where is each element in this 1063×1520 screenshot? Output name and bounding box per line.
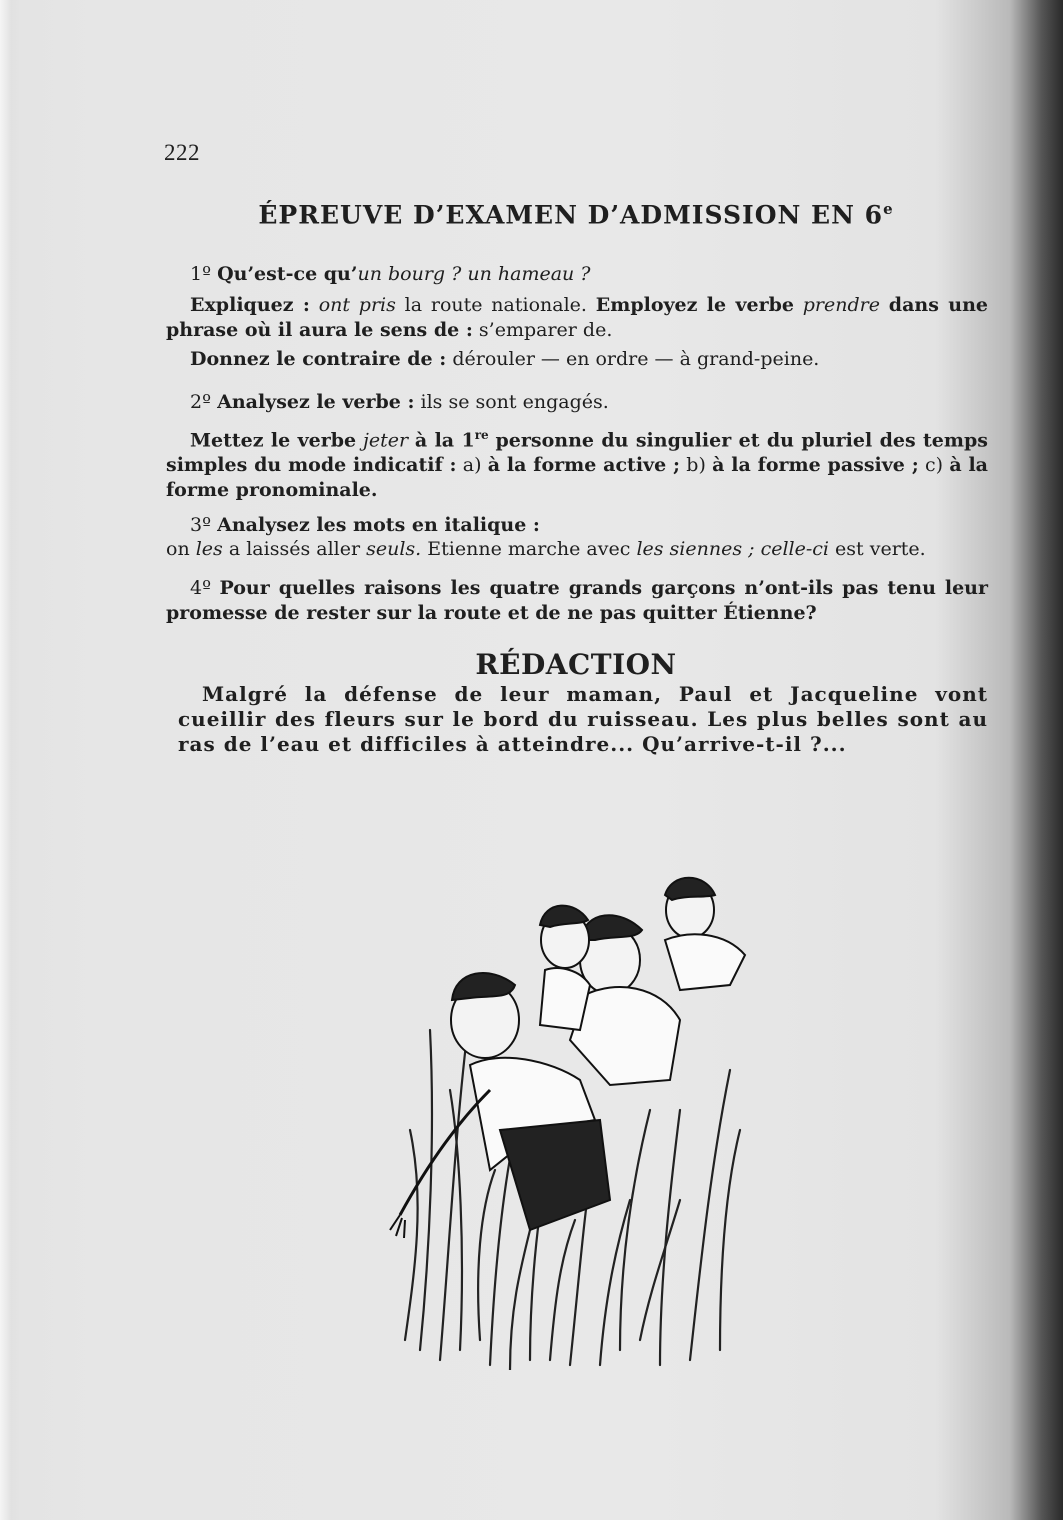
q3-b-italic3: les siennes ; xyxy=(636,538,755,560)
q2-b-text3: c) xyxy=(924,454,944,477)
q2-b-bold: Mettez le verbe xyxy=(190,429,357,452)
page-title-text: ÉPREUVE D’EXAMEN D’ADMISSION EN 6 xyxy=(258,200,884,230)
q3-b-text4: est verte. xyxy=(835,538,926,560)
q2-b-bold2: à la 1 xyxy=(414,429,475,452)
q1-a-italic: un bourg ? un hameau ? xyxy=(357,263,591,285)
page-title xyxy=(165,200,987,229)
q1-b-text2: s’emparer de. xyxy=(478,319,613,341)
q2-b-bold4: à la forme active ; xyxy=(487,454,681,477)
q3-b-text2: a laissés aller xyxy=(228,538,361,560)
q2-b-text: a) xyxy=(462,454,482,477)
question-4-number: 4º xyxy=(190,577,212,599)
page-edge xyxy=(0,0,12,1520)
q1-c-text: dérouler — en ordre — à grand-peine. xyxy=(452,348,820,370)
page-number: 222 xyxy=(164,140,200,165)
q1-a-bold: Qu’est-ce qu’ xyxy=(217,263,358,285)
question-2-line-b xyxy=(166,423,988,503)
q2-a-text: ils se sont engagés. xyxy=(420,391,609,413)
q1-b-text: la route nationale. xyxy=(404,294,587,316)
question-1-number: 1º xyxy=(190,263,212,285)
q4-text: Pour quelles raisons les quatre grands garçons n’ont-ils pas tenu leur promesse de rester sur la route et de ne pas quitter Étienne? xyxy=(166,577,988,624)
question-2-number: 2º xyxy=(190,391,212,413)
q3-a-bold: Analysez les mots en italique : xyxy=(217,514,540,536)
question-3-line-a xyxy=(166,513,988,538)
question-3-number: 3º xyxy=(190,514,212,536)
question-1-line-a xyxy=(166,262,988,287)
q2-a-bold: Analysez le verbe : xyxy=(217,391,415,413)
q2-b-italic: jeter xyxy=(362,429,409,452)
q2-b-text2: b) xyxy=(686,454,706,477)
q2-b-bold5: à la forme passive ; xyxy=(712,454,919,477)
redaction-text xyxy=(178,682,988,757)
q1-b-italic: ont pris xyxy=(318,294,396,316)
question-1-line-c xyxy=(166,347,988,372)
q3-b-italic1: les xyxy=(195,538,223,560)
redaction-body: Malgré la défense de leur maman, Paul et Jacqueline vont cueillir des fleurs sur le bord du ruisseau. Les plus belles sont au ras de l’eau et difficiles à atteindre... Qu’arrive-t-il ?... xyxy=(178,682,988,756)
q1-b-italic2: prendre xyxy=(802,294,880,316)
question-2-line-a xyxy=(166,390,988,415)
q3-b-italic4: celle-ci xyxy=(760,538,829,560)
question-1-line-b xyxy=(166,293,988,343)
q1-b-bold2: Employez le verbe xyxy=(595,294,794,316)
q3-b-italic2: seuls. xyxy=(366,538,422,560)
question-3-line-b xyxy=(166,537,988,562)
q1-b-bold: Expliquez : xyxy=(190,294,310,316)
q2-b-sup: re xyxy=(474,428,489,442)
q3-b-text3: Etienne marche avec xyxy=(427,538,631,560)
page-title-sup: e xyxy=(883,200,894,218)
redaction-title: RÉDACTION xyxy=(475,648,677,681)
boys-in-tall-grass-illustration xyxy=(380,870,780,1370)
q2-b-bold6: à la forme pronominale. xyxy=(166,454,988,502)
q1-c-bold: Donnez le contraire de : xyxy=(190,348,447,370)
question-4 xyxy=(166,576,988,626)
q1-b-bold3: dans une phrase où il aura le sens de : xyxy=(166,294,988,341)
q2-b-bold3: personne du singulier et du pluriel des temps simples du mode indicatif : xyxy=(166,429,988,477)
q3-b-text1: on xyxy=(166,538,190,560)
